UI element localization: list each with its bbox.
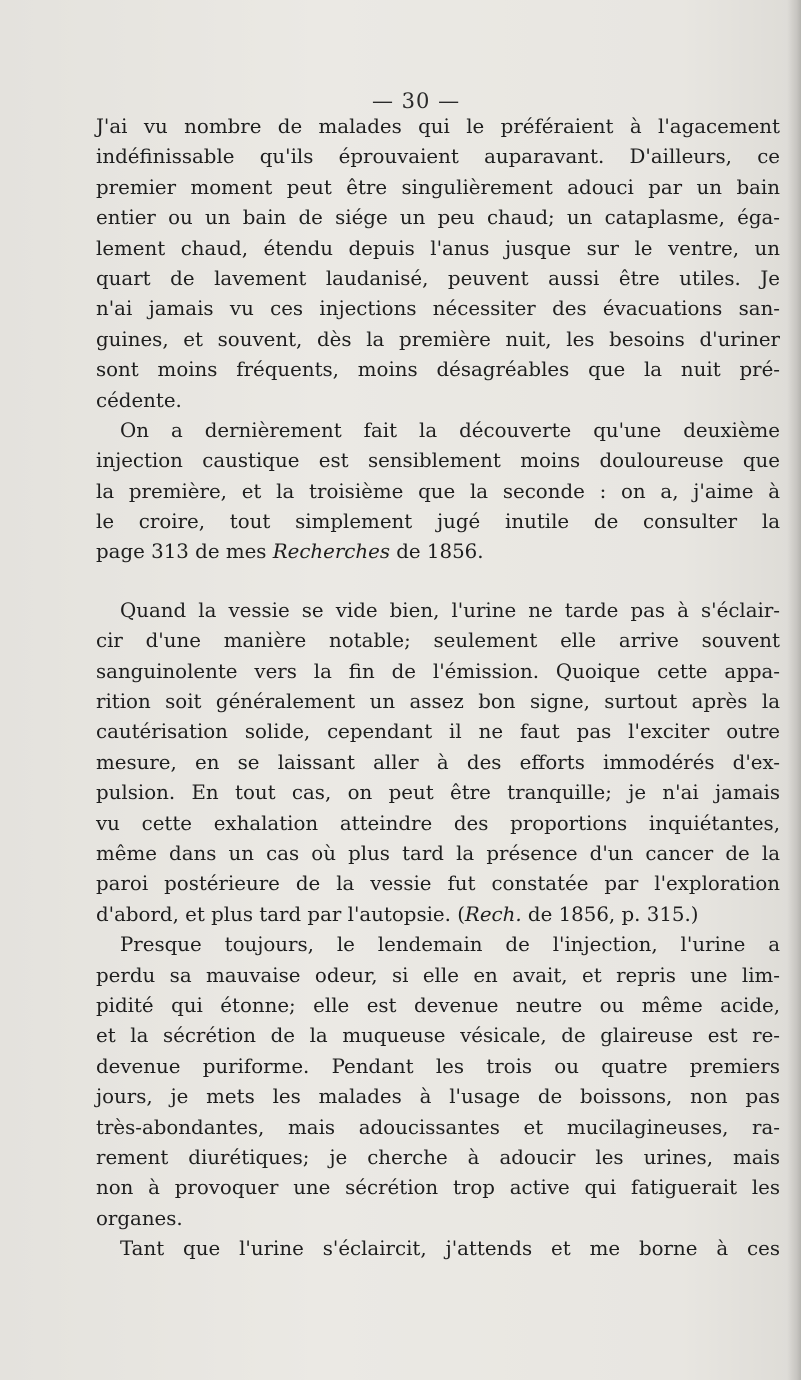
text-line: Tant que l'urine s'éclaircit, j'attends et me borne à ces [120,1237,780,1261]
text-line: cautérisation solide, cependant il ne faut pas l'exciter outre [96,720,780,744]
text-line: jours, je mets les malades à l'usage de boissons, non pas [96,1085,780,1109]
text-line: pulsion. En tout cas, on peut être tranquille; je n'ai jamais [96,781,780,805]
text-line: très-abondantes, mais adoucissantes et mucilagineuses, ra- [96,1115,780,1139]
text-line: mesure, en se laissant aller à des efforts immodérés d'ex- [96,750,780,774]
text-line: guines, et souvent, dès la première nuit, les besoins d'uriner [96,327,780,351]
text-line: cir d'une manière notable; seulement elle arrive souvent [96,629,780,653]
text-line: paroi postérieure de la vessie fut constatée par l'exploration [96,872,780,896]
text-line: On a dernièrement fait la découverte qu'une deuxième [120,418,780,442]
text-line: vu cette exhalation atteindre des proportions inquiétantes, [96,811,780,835]
text-line: la première, et la troisième que la seconde : on a, j'aime à [96,479,780,503]
body-text [96,112,780,1264]
text-line: organes. [96,1206,183,1230]
text-line: Presque toujours, le lendemain de l'injection, l'urine a [120,933,780,957]
text-line: J'ai vu nombre de malades qui le préféraient à l'agacement [96,115,780,138]
text-line: pidité qui étonne; elle est devenue neutre ou même acide, [96,993,780,1017]
paragraph-1 [96,112,780,416]
text-line: non à provoquer une sécrétion trop active qui fatiguerait les [96,1176,780,1200]
text-line: quart de lavement laudanisé, peuvent aussi être utiles. Je [96,266,780,290]
paragraph-gap [96,568,780,596]
text-line: lement chaud, étendu depuis l'anus jusque sur le ventre, un [96,236,780,260]
italic-abbreviation: Rech. [464,902,522,926]
text-line: sont moins fréquents, moins désagréables que la nuit pré- [96,358,780,382]
text-run: de 1856, p. 315.) [521,902,699,926]
text-line: et la sécrétion de la muqueuse vésicale, de glaireuse est re- [96,1024,780,1048]
text-line: cédente. [96,388,182,412]
text-line: rement diurétiques; je cherche à adoucir les urines, mais [96,1145,780,1169]
text-line: injection caustique est sensiblement moins douloureuse que [96,449,780,473]
paragraph-3 [96,596,780,930]
text-line-with-citation [96,900,780,930]
italic-title: Recherches [272,540,390,564]
text-line: Quand la vessie se vide bien, l'urine ne tarde pas à s'éclair- [120,598,780,622]
paragraph-4 [96,930,780,1234]
text-run: page 313 de mes [96,540,273,564]
text-line: n'ai jamais vu ces injections nécessiter des évacuations san- [96,297,780,321]
text-line: le croire, tout simplement jugé inutile de consulter la [96,510,780,534]
page-edge-shadow [787,0,801,1380]
text-line: devenue puriforme. Pendant les trois ou quatre premiers [96,1054,780,1078]
text-line: indéfinissable qu'ils éprouvaient auparavant. D'ailleurs, ce [96,145,780,169]
text-line: entier ou un bain de siége un peu chaud; un cataplasme, éga- [96,206,780,230]
page-number: — 30 — [372,89,461,113]
text-run: de 1856. [389,540,484,564]
paragraph-2 [96,416,780,568]
text-line: perdu sa mauvaise odeur, si elle en avait, et repris une lim- [96,963,780,987]
paragraph-5 [96,1234,780,1264]
text-run: d'abord, et plus tard par l'autopsie. ( [96,902,465,926]
text-line-with-citation [96,537,780,567]
text-line: même dans un cas où plus tard la présence d'un cancer de la [96,841,780,865]
text-line: premier moment peut être singulièrement adouci par un bain [96,175,780,199]
text-line: rition soit généralement un assez bon signe, surtout après la [96,690,780,714]
text-line: sanguinolente vers la fin de l'émission. Quoique cette appa- [96,659,780,683]
